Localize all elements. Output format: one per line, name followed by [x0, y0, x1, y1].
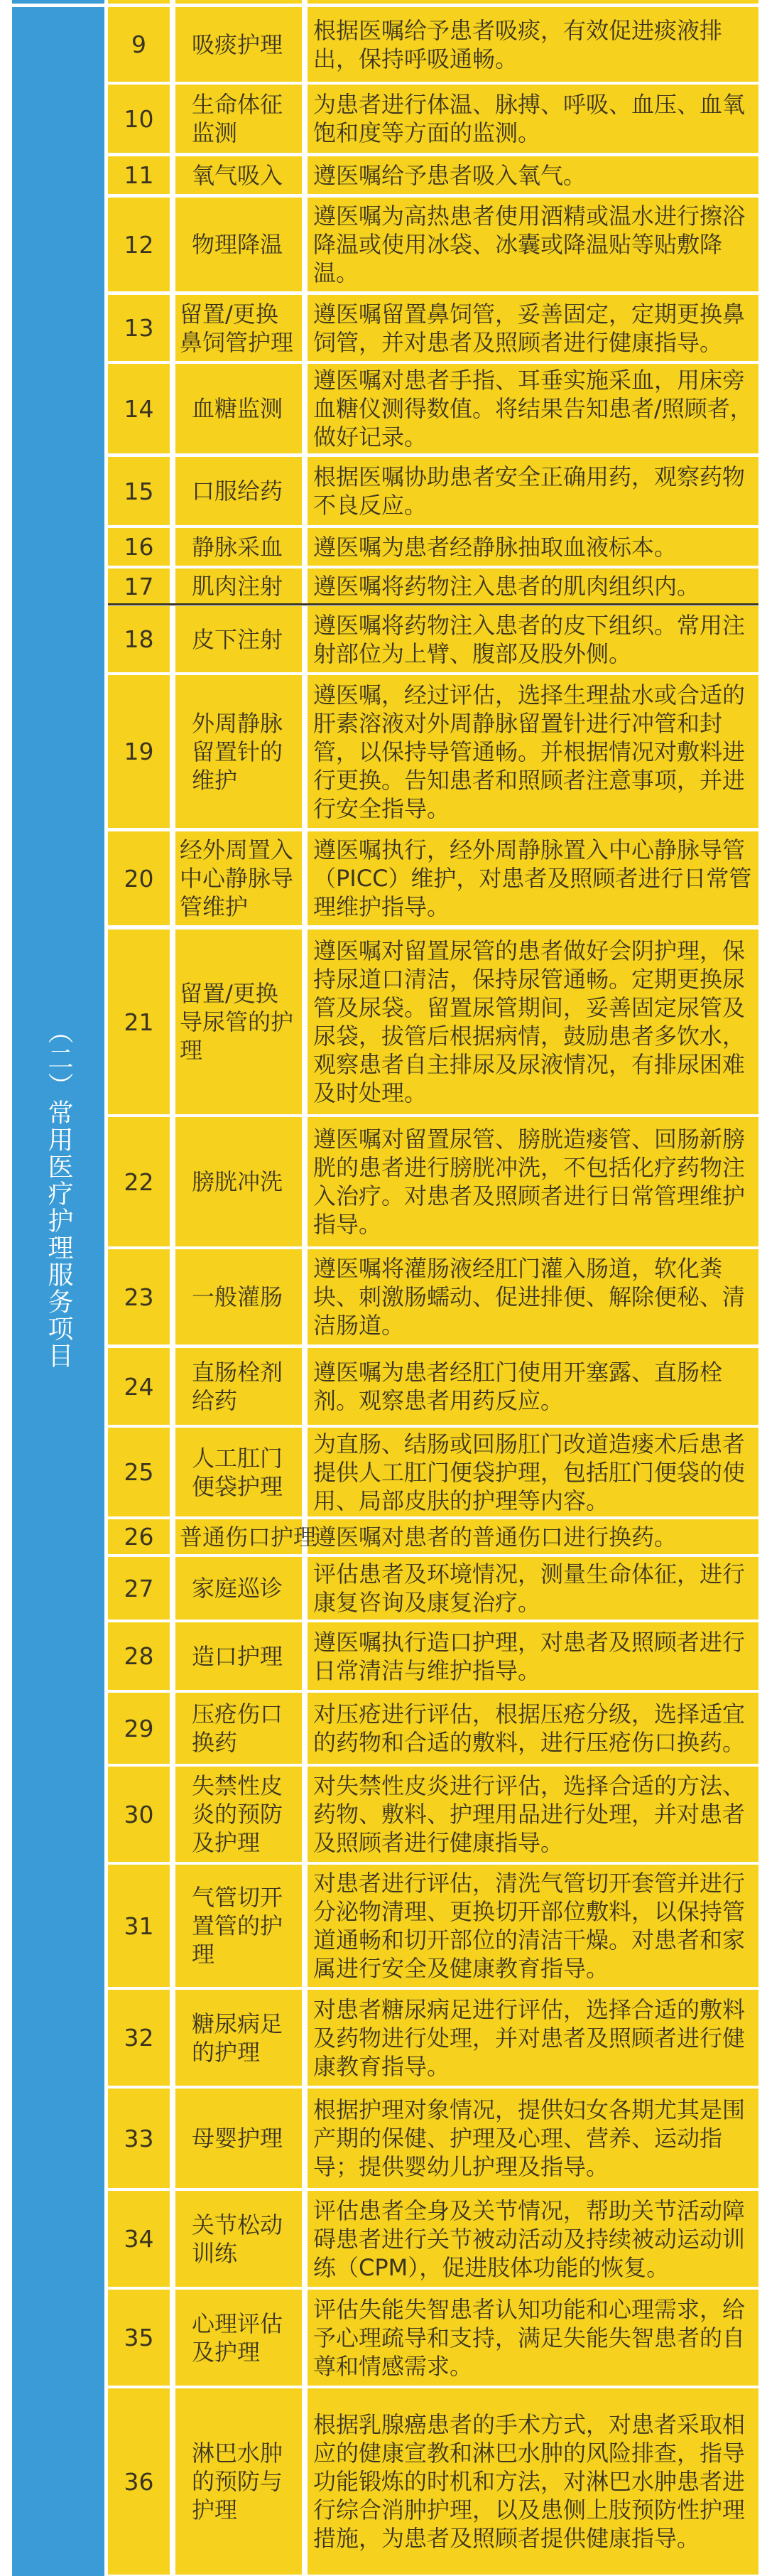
service-name-text: 家庭巡诊: [192, 1575, 283, 1602]
service-name: [175, 2191, 302, 2287]
row-number: [108, 1428, 170, 1516]
row-number: [108, 457, 170, 525]
service-description: [308, 1348, 758, 1425]
service-name: [175, 929, 302, 1114]
row-number-text: 24: [124, 1372, 154, 1401]
row-number-text: 29: [124, 1714, 154, 1742]
service-description-text: 为直肠、结肠或回肠肛门改道造瘘术后患者提供人工肛门便袋护理，包括肛门便袋的使用、局部皮肤的护理等内容。: [313, 1430, 746, 1514]
service-description: [308, 606, 758, 672]
row-number: [108, 1348, 170, 1425]
row-number: [108, 929, 170, 1114]
service-name-text: 气管切开置管的护理: [192, 1884, 283, 1968]
service-description: [308, 2089, 758, 2188]
service-description-text: 遵医嘱对留置尿管的患者做好会阴护理，保持尿道口清洁，保持尿管通畅。定期更换尿管及尿袋。留置尿管期间，妥善固定尿管及尿袋，拔管后根据病情，鼓励患者多饮水，观察患者自主排尿及尿液情况，有排尿困难及时处理。: [313, 937, 746, 1106]
service-description-text: 遵医嘱执行，经外周静脉置入中心静脉导管（PICC）维护，对患者及照顾者进行日常管理维护指导。: [313, 836, 752, 920]
row-number: [108, 156, 170, 194]
service-name: [175, 2089, 302, 2188]
service-name: [175, 156, 302, 194]
service-description-text: 遵医嘱为高热患者使用酒精或温水进行擦浴降温或使用冰袋、冰囊或降温贴等贴敷降温。: [313, 203, 746, 286]
row-number-text: 36: [124, 2467, 154, 2496]
row-number-text: 28: [124, 1642, 154, 1670]
service-description: [308, 1557, 758, 1620]
service-description: [308, 1428, 758, 1516]
service-name: [175, 528, 302, 566]
row-number-text: 25: [124, 1458, 154, 1486]
service-description: [308, 457, 758, 525]
service-name: [175, 364, 302, 453]
row-number-text: 20: [124, 864, 154, 893]
service-name: [175, 1990, 302, 2086]
service-description-text: 对压疮进行评估，根据压疮分级，选择适宜的药物和合适的敷料，进行压疮伤口换药。: [313, 1701, 746, 1756]
row-number-text: 17: [124, 572, 154, 600]
service-description: [308, 85, 758, 153]
row-number: [108, 1622, 170, 1690]
service-description-text: 遵医嘱对患者手指、耳垂实施采血，用床旁血糖仪测得数值。将结果告知患者/照顾者，做好记录。: [313, 367, 753, 451]
service-description: [308, 831, 758, 925]
row-number: [108, 2089, 170, 2188]
row-number: [108, 2388, 170, 2575]
service-name-text: 血糖监测: [192, 395, 283, 422]
service-name-text: 吸痰护理: [192, 31, 283, 58]
service-description-text: 评估患者及环境情况，测量生命体征，进行康复咨询及康复治疗。: [313, 1561, 746, 1616]
row-number-text: 11: [124, 161, 154, 189]
row-number-text: 26: [124, 1523, 154, 1551]
service-description: [308, 1865, 758, 1987]
service-description-text: 根据护理对象情况，提供妇女各期尤其是围产期的保健、护理及心理、营养、运动指导；提供婴幼儿护理及指导。: [313, 2096, 746, 2180]
service-description-text: 遵医嘱对患者的普通伤口进行换药。: [313, 1523, 678, 1551]
service-description-text: 根据医嘱给予患者吸痰，有效促进痰液排出，保持呼吸通畅。: [313, 16, 723, 72]
row-number-text: 23: [124, 1283, 154, 1311]
service-name-text: 口服给药: [192, 478, 283, 505]
service-description-text: 遵医嘱将药物注入患者的皮下组织。常用注射部位为上臂、腹部及股外侧。: [313, 611, 746, 667]
service-name-text: 膀胱冲洗: [192, 1168, 283, 1195]
row-divider: [108, 603, 758, 605]
row-number: [108, 1990, 170, 2086]
row-number: [108, 7, 170, 82]
service-name: [175, 675, 302, 828]
service-name: [175, 7, 302, 82]
row-number: [108, 675, 170, 828]
row-number: [108, 2191, 170, 2287]
row-number: [108, 831, 170, 925]
service-description-text: 根据乳腺癌患者的手术方式，对患者采取相应的健康宣教和淋巴水肿的风险排查，指导功能锻炼的时机和方法，对淋巴水肿患者进行综合消肿护理，以及患侧上肢预防性护理措施，为患者及照顾者提供健康指导。: [313, 2411, 746, 2552]
service-name: [175, 2388, 302, 2575]
service-description: [308, 1249, 758, 1344]
row-number: [108, 1519, 170, 1554]
service-name-text: 经外周置入中心静脉导管维护: [180, 836, 294, 920]
previous-row-edge: [108, 0, 170, 4]
service-description: [308, 295, 758, 361]
service-description: [308, 2191, 758, 2287]
service-name-text: 留置/更换导尿管的护理: [180, 980, 294, 1064]
service-description: [308, 1767, 758, 1862]
row-number-text: 12: [124, 230, 154, 259]
service-description-text: 评估失能失智患者认知功能和心理需求，给予心理疏导和支持，满足失能失智患者的自尊和情感需求。: [313, 2295, 746, 2380]
service-description: [308, 1117, 758, 1246]
service-name: [175, 198, 302, 291]
service-name: [175, 1348, 302, 1425]
service-description: [308, 7, 758, 82]
service-name: [175, 1865, 302, 1987]
service-name-text: 氧气吸入: [192, 161, 283, 189]
row-number: [108, 568, 170, 604]
service-name: [175, 1428, 302, 1516]
service-description: [308, 156, 758, 194]
service-description: [308, 568, 758, 604]
previous-row-edge: [175, 0, 302, 4]
service-description-text: 根据医嘱协助患者安全正确用药，观察药物不良反应。: [313, 463, 746, 519]
service-description: [308, 1519, 758, 1554]
service-name: [175, 606, 302, 672]
service-description: [308, 1693, 758, 1764]
service-description: [308, 2388, 758, 2575]
row-number-text: 19: [124, 738, 154, 765]
service-name-text: 生命体征监测: [192, 91, 283, 146]
row-number-text: 21: [124, 1008, 154, 1036]
service-description: [308, 675, 758, 828]
row-number: [108, 1117, 170, 1246]
row-number-text: 13: [124, 314, 154, 342]
service-name: [175, 295, 302, 361]
service-name-text: 关节松动训练: [192, 2211, 283, 2267]
service-description-text: 遵医嘱为患者经静脉抽取血液标本。: [313, 533, 678, 561]
category-label: （二）常用医疗护理服务项目: [44, 1018, 73, 1369]
service-name-text: 留置/更换鼻饲管护理: [180, 300, 294, 356]
row-number-text: 32: [124, 2024, 154, 2052]
row-number: [108, 1557, 170, 1620]
row-number: [108, 2290, 170, 2386]
row-number-text: 31: [124, 1912, 154, 1940]
service-name-text: 肌肉注射: [192, 573, 283, 600]
row-number: [108, 606, 170, 672]
service-description: [308, 364, 758, 453]
row-number-text: 16: [124, 533, 154, 561]
service-name-text: 静脉采血: [192, 533, 283, 561]
row-number: [108, 528, 170, 566]
service-description: [308, 1622, 758, 1690]
service-name-text: 造口护理: [192, 1642, 283, 1670]
service-description-text: 遵医嘱将药物注入患者的肌肉组织内。: [313, 573, 700, 600]
service-description-text: 遵医嘱，经过评估，选择生理盐水或合适的肝素溶液对外周静脉留置针进行冲管和封管，以保持导管通畅。并根据情况对敷料进行更换。告知患者和照顾者注意事项，并进行安全指导。: [313, 681, 746, 822]
row-number: [108, 364, 170, 453]
service-description: [308, 1990, 758, 2086]
row-number-text: 27: [124, 1574, 154, 1602]
service-name-text: 皮下注射: [192, 625, 283, 653]
service-description-text: 遵医嘱执行造口护理，对患者及照顾者进行日常清洁与维护指导。: [313, 1628, 746, 1684]
service-description: [308, 198, 758, 291]
service-name-text: 淋巴水肿的预防与护理: [192, 2440, 283, 2523]
row-number-text: 30: [124, 1800, 154, 1828]
row-number-text: 15: [124, 477, 154, 505]
row-number-text: 35: [124, 2324, 154, 2351]
row-number: [108, 295, 170, 361]
row-number-text: 14: [124, 394, 154, 423]
row-number: [108, 198, 170, 291]
row-number: [108, 1767, 170, 1862]
service-description-text: 遵医嘱将灌肠液经肛门灌入肠道，软化粪块、刺激肠蠕动、促进排便、解除便秘、清洁肠道。: [313, 1255, 746, 1339]
service-name-text: 母婴护理: [192, 2125, 283, 2152]
service-name: [175, 1622, 302, 1690]
service-name: [175, 1767, 302, 1862]
row-number-text: 18: [124, 625, 154, 653]
service-name: [175, 1693, 302, 1764]
service-name: [175, 457, 302, 525]
service-name-text: 外周静脉留置针的维护: [192, 709, 283, 794]
row-number: [108, 1249, 170, 1344]
service-name-text: 糖尿病足的护理: [192, 2010, 283, 2066]
service-description-text: 遵医嘱对留置尿管、膀胱造瘘管、回肠新膀胱的患者进行膀胱冲洗，不包括化疗药物注入治疗。对患者及照顾者进行日常管理维护指导。: [313, 1126, 746, 1238]
row-number-text: 9: [131, 31, 146, 58]
service-description: [308, 929, 758, 1114]
category-column-top: [12, 0, 104, 4]
service-description-text: 遵医嘱留置鼻饲管，妥善固定，定期更换鼻饲管，并对患者及照顾者进行健康指导。: [313, 300, 746, 356]
row-number-text: 22: [124, 1168, 154, 1196]
service-name-text: 一般灌肠: [192, 1283, 283, 1310]
service-description-text: 评估患者全身及关节情况，帮助关节活动障碍患者进行关节被动活动及持续被动运动训练（CPM），促进肢体功能的恢复。: [313, 2197, 746, 2281]
service-name-text: 人工肛门便袋护理: [192, 1444, 283, 1500]
service-description-text: 为患者进行体温、脉搏、呼吸、血压、血氧饱和度等方面的监测。: [313, 91, 746, 146]
service-name: [175, 831, 302, 925]
row-number: [108, 85, 170, 153]
service-description-text: 对失禁性皮炎进行评估，选择合适的方法、药物、敷料、护理用品进行处理，并对患者及照顾者进行健康指导。: [313, 1772, 746, 1856]
row-number: [108, 1865, 170, 1987]
service-name: [175, 1519, 317, 1554]
service-description-text: 遵医嘱给予患者吸入氧气。: [313, 161, 587, 189]
service-name-text: 失禁性皮炎的预防及护理: [192, 1772, 283, 1856]
row-number: [108, 1693, 170, 1764]
service-name-text: 直肠栓剂给药: [192, 1359, 283, 1414]
service-name-text: 物理降温: [192, 231, 283, 258]
service-name-text: 压疮伤口换药: [192, 1701, 283, 1756]
service-description: [308, 528, 758, 566]
service-name: [175, 2290, 302, 2386]
row-number-text: 33: [124, 2124, 154, 2152]
previous-row-edge: [308, 0, 758, 4]
row-number-text: 10: [124, 104, 154, 133]
service-description-text: 对患者进行评估，清洗气管切开套管并进行分泌物清理、更换切开部位敷料，以保持管道通畅和切开部位的清洁干燥。对患者和家属进行安全及健康教育指导。: [313, 1870, 746, 1982]
service-name-text: 心理评估及护理: [192, 2310, 283, 2366]
service-description: [308, 2290, 758, 2386]
service-name: [175, 1249, 302, 1344]
service-name-text: 普通伤口护理: [180, 1523, 317, 1551]
service-description-text: 遵医嘱为患者经肛门使用开塞露、直肠栓剂。观察患者用药反应。: [313, 1359, 723, 1414]
service-name: [175, 1557, 302, 1620]
service-name: [175, 85, 302, 153]
service-name: [175, 1117, 302, 1246]
row-number-text: 34: [124, 2225, 154, 2253]
service-name: [175, 568, 302, 604]
service-description-text: 对患者糖尿病足进行评估，选择合适的敷料及药物进行处理，并对患者及照顾者进行健康教育指导。: [313, 1995, 746, 2080]
